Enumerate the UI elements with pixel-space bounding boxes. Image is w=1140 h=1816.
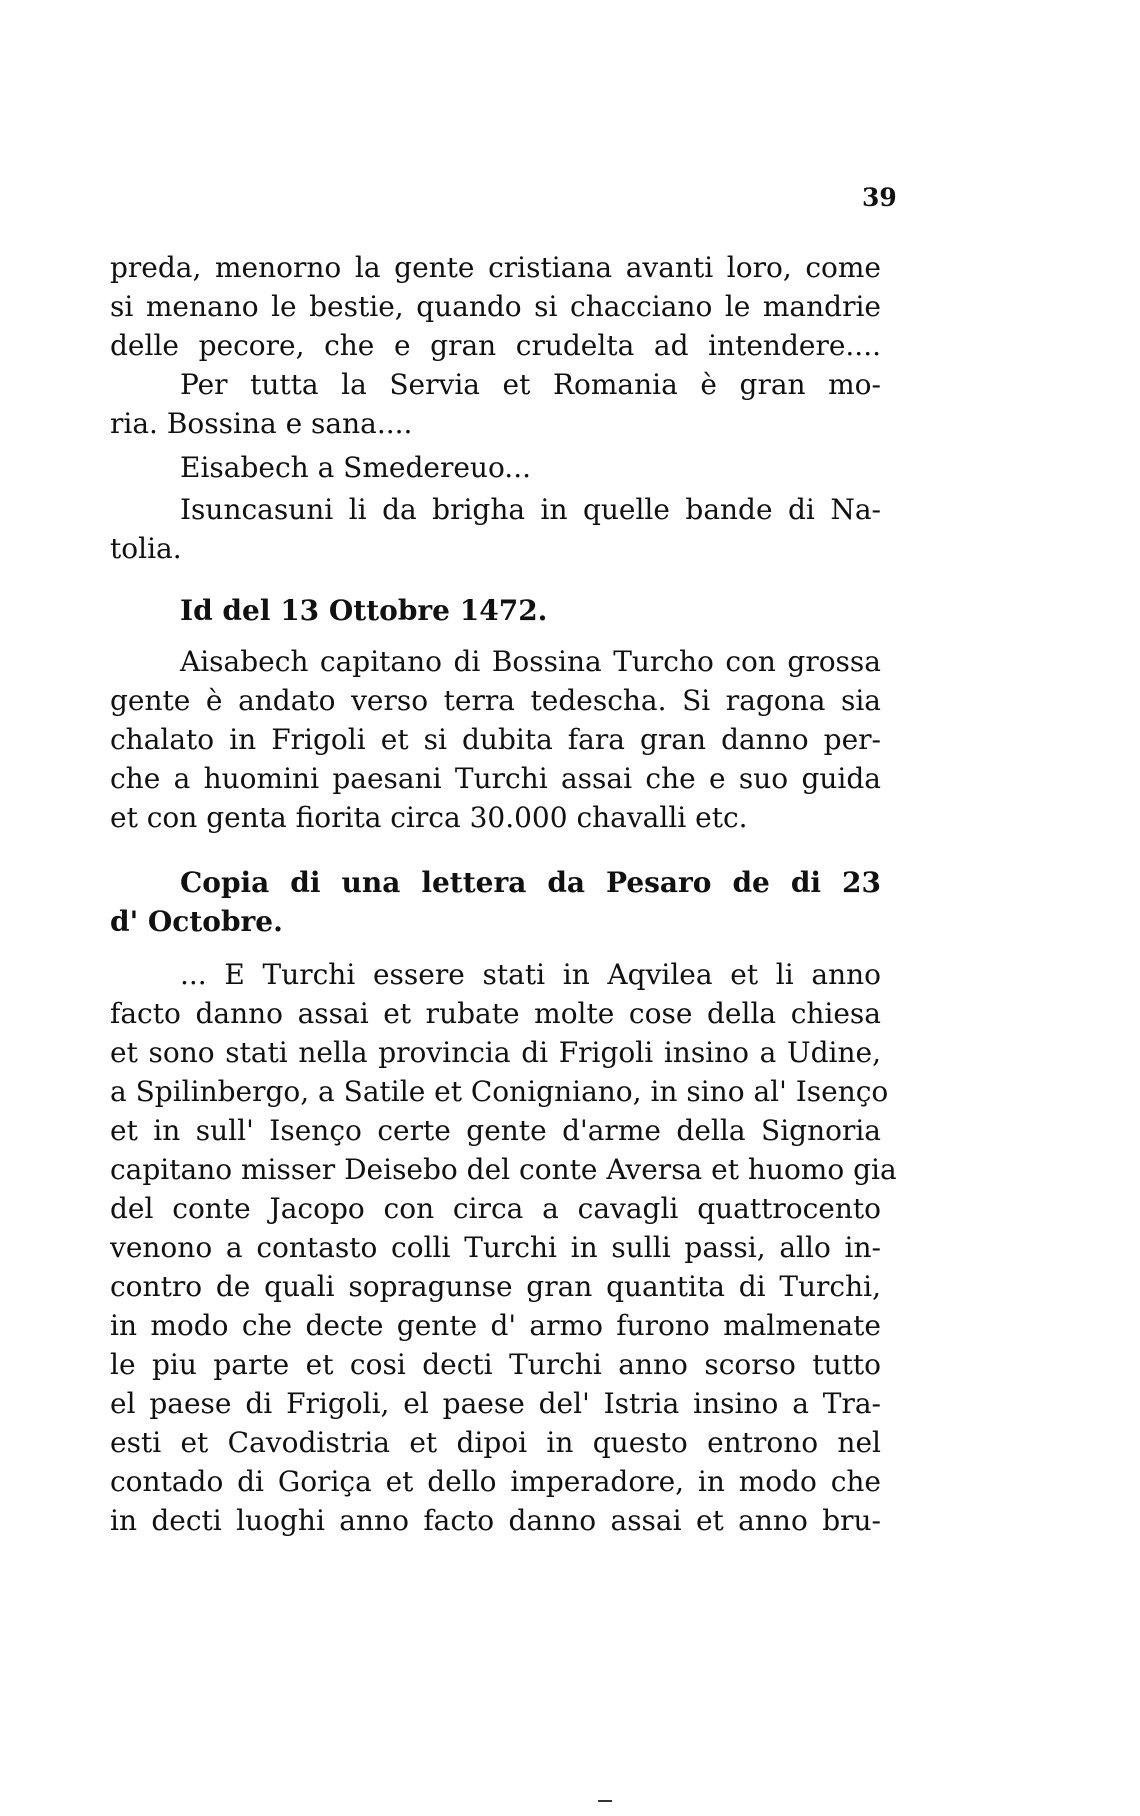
heading-line: Id del 13 Ottobre 1472. — [180, 594, 548, 627]
text-line: Per tutta la Servia et Romania è gran mo- — [180, 368, 881, 401]
text-line: del conte Jacopo con circa a cavagli quattrocento — [110, 1192, 881, 1225]
text-line: Isuncasuni li da brigha in quelle bande di Na- — [180, 493, 881, 526]
text-line: et con genta fiorita circa 30.000 chavalli etc. — [110, 801, 748, 834]
text-line: in decti luoghi anno facto danno assai et anno bru- — [110, 1504, 881, 1537]
footer-mark — [598, 1800, 612, 1802]
text-line: si menano le bestie, quando si chacciano le mandrie — [110, 290, 881, 323]
heading-line: Copia di una lettera da Pesaro de di 23 — [180, 866, 881, 899]
text-line: a Spilinbergo, a Satile et Conigniano, in sino al' Isenço — [110, 1075, 889, 1108]
paragraph-isuncasuni — [110, 490, 881, 568]
section-heading-letter — [110, 863, 881, 941]
text-line: Aisabech capitano di Bossina Turcho con grossa — [180, 645, 881, 678]
text-line: esti et Cavodistria et dipoi in questo entrono nel — [110, 1426, 881, 1459]
text-line: gente è andato verso terra tedescha. Si ragona sia — [110, 684, 881, 717]
text-line: le piu parte et cosi decti Turchi anno scorso tutto — [110, 1348, 881, 1381]
text-line: chalato in Frigoli et si dubita fara gran danno per- — [110, 723, 881, 756]
section-heading-date — [110, 591, 881, 630]
text-line: capitano misser Deisebo del conte Aversa et huomo gia — [110, 1153, 897, 1186]
text-line: preda, menorno la gente cristiana avanti loro, come — [110, 251, 881, 284]
paragraph-continuation — [110, 248, 881, 443]
text-line: contro de quali sopragunse gran quantita di Turchi, — [110, 1270, 881, 1303]
text-line: Eisabech a Smedereuo... — [180, 451, 532, 484]
text-line: delle pecore, che e gran crudelta ad intendere.... — [110, 329, 881, 362]
text-line: ... E Turchi essere stati in Aqvilea et li anno — [180, 958, 881, 991]
text-line: el paese di Frigoli, el paese del' Istria insino a Tra- — [110, 1387, 881, 1420]
text-line: et sono stati nella provincia di Frigoli insino a Udine, — [110, 1036, 881, 1069]
text-line: che a huomini paesani Turchi assai che e suo guida — [110, 762, 881, 795]
paragraph-letter-body — [110, 955, 897, 1540]
text-line: facto danno assai et rubate molte cose della chiesa — [110, 997, 881, 1030]
text-line: contado di Goriça et dello imperadore, in modo che — [110, 1465, 881, 1498]
text-line: in modo che decte gente d' armo furono malmenate — [110, 1309, 881, 1342]
text-line: et in sull' Isenço certe gente d'arme della Signoria — [110, 1114, 881, 1147]
text-line: venono a contasto colli Turchi in sulli passi, allo in- — [110, 1231, 881, 1264]
page-number: 39 — [862, 183, 897, 212]
text-line: tolia. — [110, 532, 182, 565]
heading-line: d' Octobre. — [110, 905, 283, 938]
text-line: ria. Bossina e sana.... — [110, 407, 413, 440]
paragraph-eisabech — [110, 448, 881, 487]
paragraph-aisabech — [110, 642, 881, 837]
